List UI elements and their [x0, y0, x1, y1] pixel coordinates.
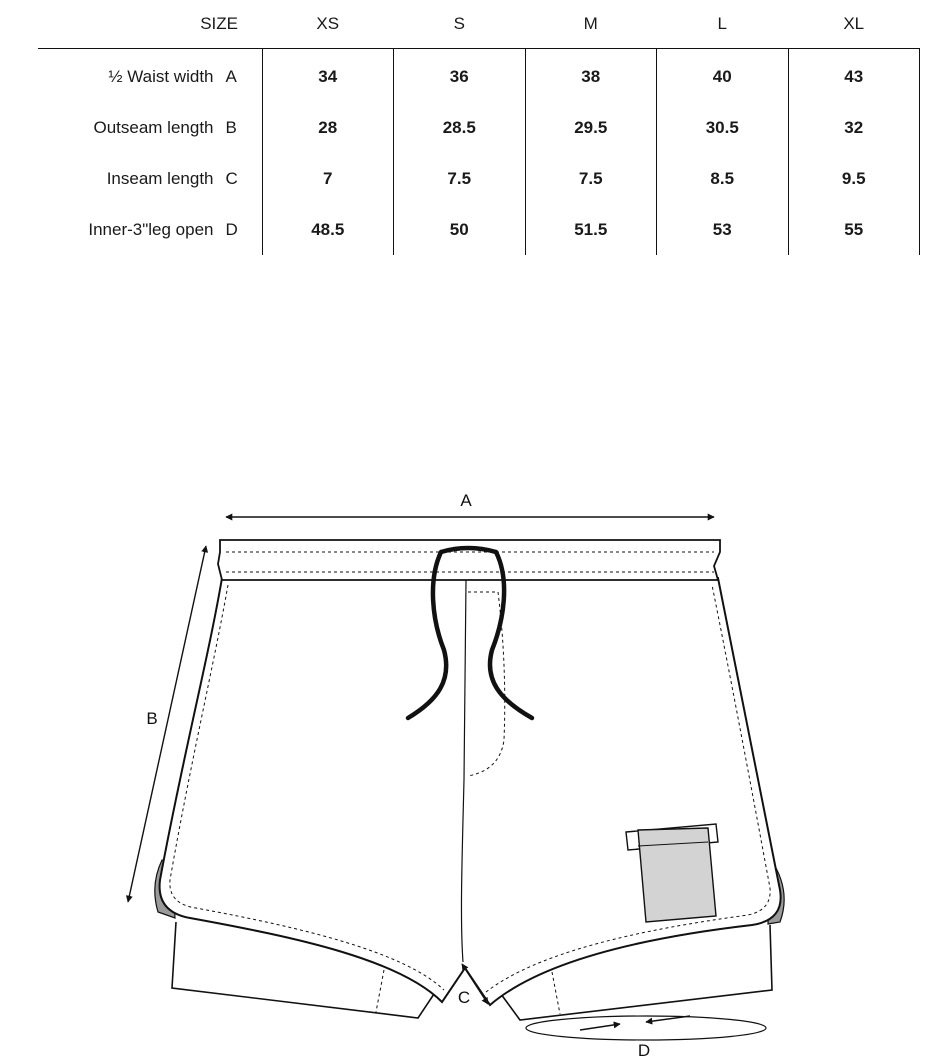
- dimension-label-b: B: [146, 709, 158, 728]
- table-cell: 7: [262, 153, 394, 204]
- table-cell: 7.5: [394, 153, 526, 204]
- table-cell: 28: [262, 102, 394, 153]
- table-cell: 9.5: [788, 153, 920, 204]
- table-cell: 8.5: [657, 153, 789, 204]
- table-cell: 36: [394, 49, 526, 103]
- table-cell: 7.5: [525, 153, 657, 204]
- table-cell: 48.5: [262, 204, 394, 255]
- measurement-code: A: [225, 66, 237, 86]
- table-cell: 53: [657, 204, 789, 255]
- table-cell: 43: [788, 49, 920, 103]
- table-cell: 29.5: [525, 102, 657, 153]
- dimension-label-a: A: [460, 491, 472, 510]
- measurement-name: ½ Waist width: [108, 66, 214, 86]
- dimension-arrow-d-left: [580, 1024, 620, 1030]
- leg-opening-ellipse: [526, 1016, 766, 1040]
- table-cell: 32: [788, 102, 920, 153]
- measurement-name: Outseam length: [93, 117, 214, 137]
- size-header-label: SIZE: [38, 0, 262, 49]
- size-header-xl: XL: [788, 0, 920, 49]
- measurement-name: Inner-3"leg open: [88, 219, 214, 239]
- table-cell: 55: [788, 204, 920, 255]
- dimension-label-d: D: [637, 1041, 651, 1060]
- dimension-label-c: C: [457, 988, 471, 1007]
- table-cell: 51.5: [525, 204, 657, 255]
- measurement-code: B: [225, 117, 237, 137]
- table-cell: 50: [394, 204, 526, 255]
- measurement-code: D: [225, 219, 238, 239]
- table-cell: 30.5: [657, 102, 789, 153]
- size-header-xs: XS: [262, 0, 394, 49]
- table-cell: 34: [262, 49, 394, 103]
- table-cell: 28.5: [394, 102, 526, 153]
- size-header-s: S: [394, 0, 526, 49]
- size-header-l: L: [657, 0, 789, 49]
- table-cell: 38: [525, 49, 657, 103]
- table-cell: 40: [657, 49, 789, 103]
- dimension-arrow-d-right: [646, 1016, 690, 1022]
- measurement-code: C: [225, 168, 238, 188]
- measurement-name: Inseam length: [106, 168, 214, 188]
- size-header-m: M: [525, 0, 657, 49]
